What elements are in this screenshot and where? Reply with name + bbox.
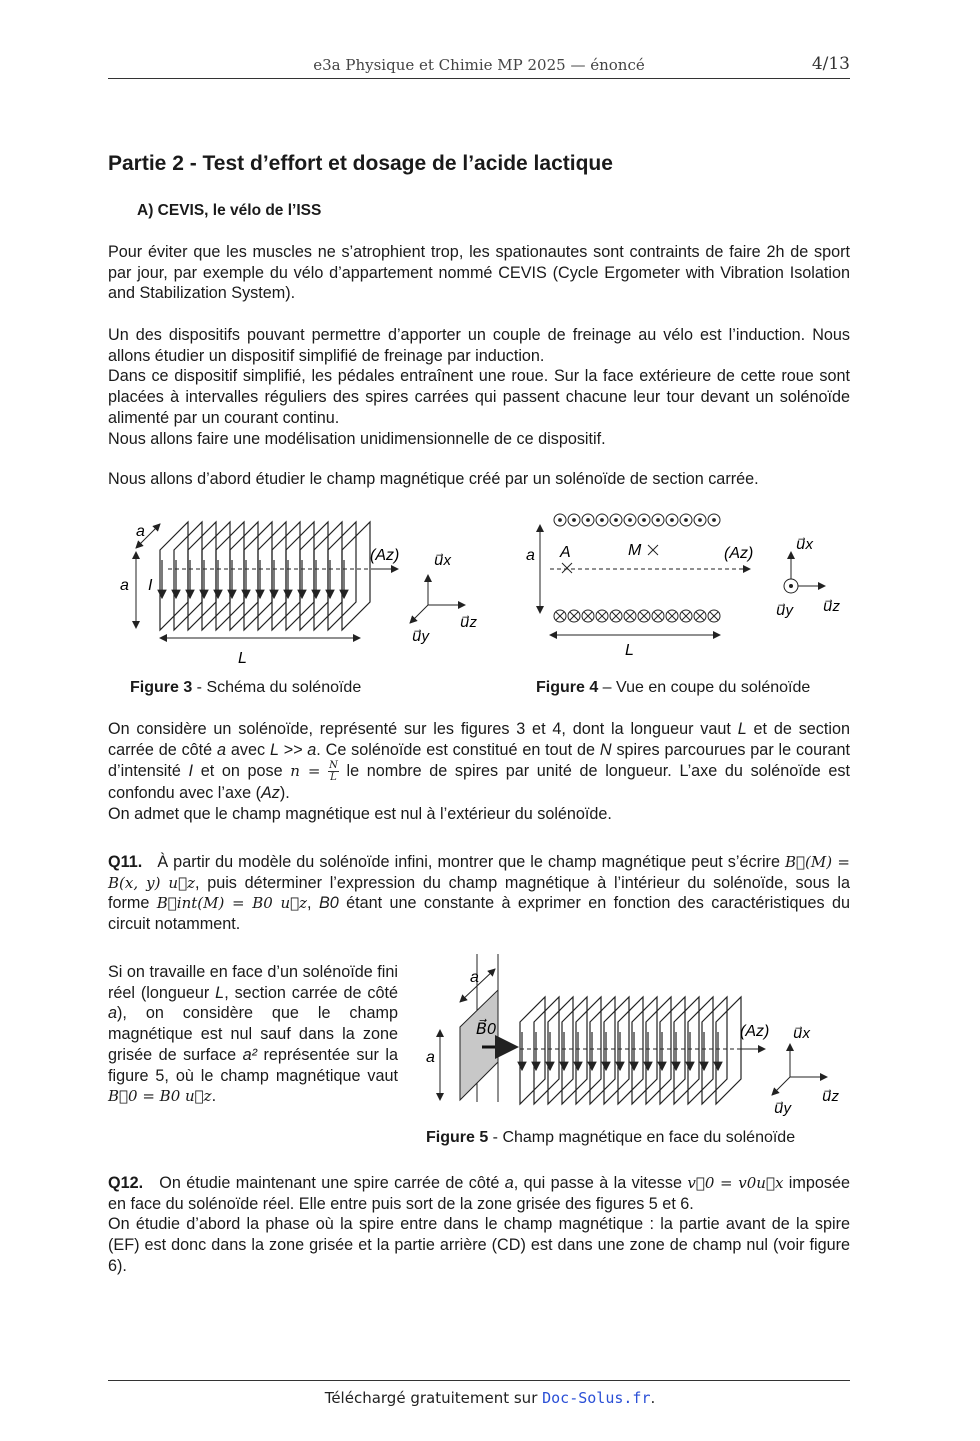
fig4-label-M: M: [628, 542, 642, 559]
fig3-uz: u⃗z: [460, 614, 478, 631]
fig5-label-B0: B⃗0: [476, 1021, 496, 1038]
fig5-label-axis: (Az): [740, 1023, 770, 1040]
coil-turn: [688, 997, 713, 1104]
fig4-label-A: A: [560, 544, 571, 561]
fig4-uy: u⃗y: [776, 602, 794, 619]
fig5-axes: [772, 1025, 840, 1117]
fig4-uz: u⃗z: [823, 598, 841, 615]
fig3-axes: [410, 552, 478, 645]
fig4-axes: [776, 536, 841, 619]
question-11: Q11. À partir du modèle du solénoïde infini, montrer que le champ magnétique peut s’écrire B⃗(M) = B(x, y) u⃗z, puis déterminer l’expression du champ magnétique à l’intérieur du solénoïde, sous la forme B⃗int(M) = B0 u⃗z, B0 étant une constante à exprimer en fonction des caractéristiques du circuit notamment.: [108, 853, 851, 934]
page-footer: Téléchargé gratuitement sur Doc-Solus.fr.: [324, 1389, 656, 1407]
fig3-label-length: L: [238, 650, 247, 667]
coil-turn: [576, 997, 601, 1104]
current-out-dot: [615, 519, 618, 522]
coil-turn: [632, 997, 657, 1104]
figure-5-field-zone: [420, 952, 855, 1122]
fig4-label-axis: (Az): [724, 545, 754, 562]
current-out-dot: [657, 519, 660, 522]
section-title: Partie 2 - Test d’effort et dosage de l’acide lactique: [108, 152, 613, 175]
current-out-dot: [601, 519, 604, 522]
current-out-dot: [685, 519, 688, 522]
fig5-label-a-top: a: [470, 969, 479, 986]
question-12: Q12. On étudie maintenant une spire carrée de côté a, qui passe à la vitesse v⃗0 = v0u⃗x imposée en face du solénoïde réel. Elle entre puis sort de la zone grisée des figures 5 et 6. On étudie d’abord la phase où la spire entre dans le champ magnétique : la partie avant de la spire (EF) est donc dans la zone grisée et la partie arrière (CD) est dans une zone de champ nul (voir figure 6).: [108, 1174, 850, 1275]
fig4-ux: u⃗x: [796, 536, 814, 553]
current-out-dot: [671, 519, 674, 522]
fig3-label-current: I: [148, 577, 153, 594]
coil-turn: [618, 997, 643, 1104]
intro-paragraph: Pour éviter que les muscles ne s’atrophient trop, les spationautes sont contraints de faire 2h de sport par jour, par exemple du vélo d’appartement nommé CEVIS (Cycle Ergometer with Vibration Isolation and Stabilization System).: [108, 243, 850, 303]
current-out-dot: [643, 519, 646, 522]
figure-4-cross-section: [520, 505, 855, 665]
grey-field-zone: [460, 990, 498, 1100]
current-out-dot: [573, 519, 576, 522]
fig4-label-L: L: [625, 642, 634, 659]
coil-turn: [562, 997, 587, 1104]
page-number: 4/13: [811, 54, 850, 74]
q11-label: Q11.: [108, 853, 143, 871]
current-out-dot: [559, 519, 562, 522]
current-out-dot: [629, 519, 632, 522]
current-out-dot: [587, 519, 590, 522]
solenoid-description: On considère un solénoïde, représenté sur les figures 3 et 4, dont la longueur vaut L et de section carrée de côté a avec L >> a. Ce solénoïde est constitué en tout de N spires parcourues par le courant d’intensité I et on pose n = $\frac{N}{L}$ le nombre de spires par unité de longueur. L’axe du solénoïde est confondu avec l’axe (Az). On admet que le champ magnétique est nul à l’extérieur du solénoïde.: [108, 720, 851, 824]
q12-label: Q12.: [108, 1174, 144, 1192]
fig5-ux: u⃗x: [793, 1025, 811, 1042]
footer-rule: [108, 1380, 850, 1381]
fig3-label-a-top: a: [136, 523, 145, 540]
figure-5-caption: Figure 5 - Champ magnétique en face du solénoïde: [426, 1129, 796, 1146]
coil-turn: [646, 997, 671, 1104]
current-out-dot: [713, 519, 716, 522]
figure-3-solenoid-diagram: [108, 510, 488, 675]
coil-turn: [716, 997, 741, 1104]
figure-3-caption: Figure 3 - Schéma du solénoïde: [130, 679, 362, 696]
fig5-label-a-side: a: [426, 1049, 435, 1066]
coil-turn: [520, 997, 545, 1104]
subsection-title: A) CEVIS, le vélo de l’ISS: [137, 202, 322, 219]
figure-4-caption: Figure 4 – Vue en coupe du solénoïde: [536, 679, 811, 696]
coil-turn: [660, 997, 685, 1104]
solenoid-intro: Nous allons d’abord étudier le champ magnétique créé par un solénoïde de section carrée.: [108, 470, 759, 488]
fig3-ux: u⃗x: [434, 552, 452, 569]
finite-solenoid-paragraph: Si on travaille en face d’un solénoïde fini réel (longueur L, section carrée de côté a), on considère que le champ magnétique est nul sauf dans la zone grisée de surface a² représentée sur la figure 5, où le champ magnétique vaut B⃗0 = B0 u⃗z.: [108, 963, 399, 1106]
coil-turn: [548, 997, 573, 1104]
device-paragraph: Un des dispositifs pouvant permettre d’apporter un couple de freinage au vélo est l’induction. Nous allons étudier un dispositif simplifié de freinage par induction. Dans ce dispositif simplifié, les pédales entraînent une roue. Sur la face extérieure de cette roue sont placées à intervalles réguliers des spires carrées qui passent chacune leur tour devant un solénoïde alimenté par un courant continu. Nous allons faire une modélisation unidimensionnelle de ce dispositif.: [108, 326, 850, 448]
coil-turn: [604, 997, 629, 1104]
fig3-label-a-side: a: [120, 577, 129, 594]
page-header: [108, 50, 850, 79]
coil-turn: [534, 997, 559, 1104]
current-out-dot: [699, 519, 702, 522]
coil-turn: [702, 997, 727, 1104]
coil-turn: [674, 997, 699, 1104]
fig5-uy: u⃗y: [774, 1100, 792, 1117]
n-fraction: $\frac{N}{L}$: [329, 760, 338, 784]
coil-turn: [590, 997, 615, 1104]
fig3-label-axis: (Az): [370, 547, 400, 564]
fig4-label-a: a: [526, 547, 535, 564]
fig3-uy: u⃗y: [412, 628, 430, 645]
header-title: e3a Physique et Chimie MP 2025 — énoncé: [313, 56, 645, 74]
footer-link[interactable]: Doc-Solus.fr: [542, 1389, 651, 1407]
fig5-uz: u⃗z: [822, 1088, 840, 1105]
